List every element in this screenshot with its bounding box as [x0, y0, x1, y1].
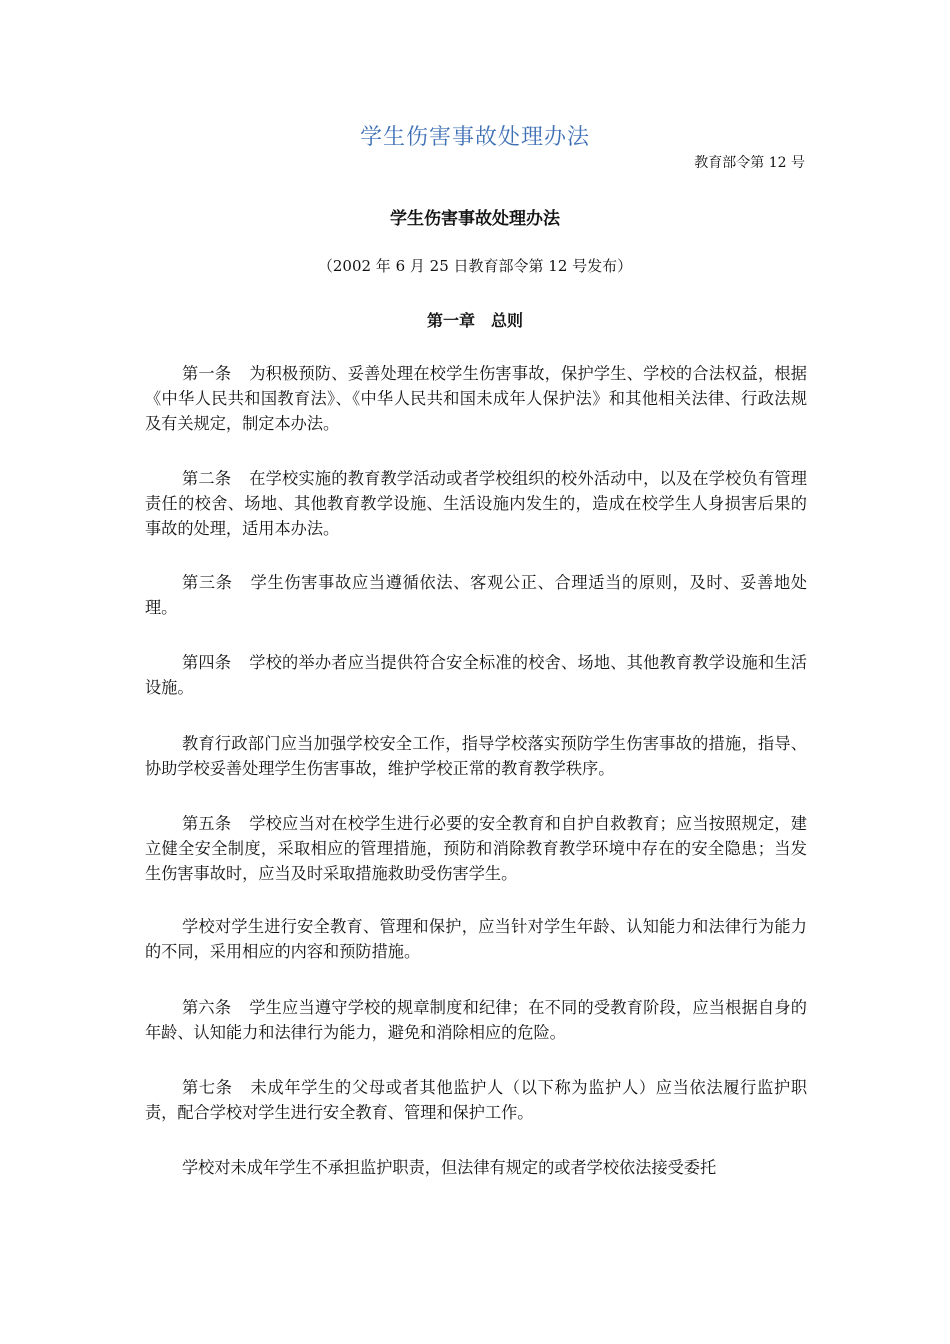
chapter-name: 总则	[491, 311, 524, 330]
paragraph-article-4-continued	[145, 731, 807, 781]
article-label: 第三条	[182, 573, 233, 592]
article-text: 学校的举办者应当提供符合安全标准的校舍、场地、其他教育教学设施和生活设施。	[145, 653, 807, 697]
paragraph-article-7	[145, 1075, 807, 1125]
paragraph-article-5-continued	[145, 914, 807, 964]
article-text: 学生伤害事故应当遵循依法、客观公正、合理适当的原则，及时、妥善地处理。	[145, 573, 808, 617]
article-text: 在学校实施的教育教学活动或者学校组织的校外活动中，以及在学校负有管理责任的校舍、场地、其他教育教学设施、生活设施内发生的，造成在校学生人身损害后果的事故的处理，适用本办法。	[145, 469, 807, 538]
paragraph-article-6	[145, 995, 807, 1045]
law-title: 学生伤害事故处理办法	[390, 209, 560, 229]
article-text: 为积极预防、妥善处理在校学生伤害事故，保护学生、学校的合法权益，根据《中华人民共和国教育法》、《中华人民共和国未成年人保护法》和其他相关法律、行政法规及有关规定，制定本办法。	[145, 364, 807, 433]
paragraph-article-5	[145, 811, 807, 886]
chapter-heading	[0, 308, 950, 331]
article-label: 第六条	[182, 998, 232, 1017]
article-label: 第五条	[182, 814, 232, 833]
article-text: 学校应当对在校学生进行必要的安全教育和自护自救教育；应当按照规定，建立健全安全制度，采取相应的管理措施，预防和消除教育教学环境中存在的安全隐患；当发生伤害事故时，应当及时采取措施救助受伤害学生。	[145, 814, 807, 883]
paragraph-article-7-continued	[145, 1155, 807, 1180]
document-header-title: 学生伤害事故处理办法	[359, 125, 590, 150]
paragraph-text: 教育行政部门应当加强学校安全工作，指导学校落实预防学生伤害事故的措施，指导、协助学校妥善处理学生伤害事故，维护学校正常的教育教学秩序。	[145, 734, 807, 778]
paragraph-article-2	[145, 466, 807, 541]
order-number: 教育部令第 12 号	[694, 155, 805, 171]
paragraph-text: 学校对未成年学生不承担监护职责，但法律有规定的或者学校依法接受委托	[182, 1158, 717, 1177]
publish-note: （2002 年 6 月 25 日教育部令第 12 号发布）	[317, 257, 633, 275]
article-label: 第一条	[182, 364, 232, 383]
paragraph-article-1	[145, 361, 807, 436]
paragraph-article-4	[145, 650, 807, 700]
article-label: 第二条	[182, 469, 232, 488]
chapter-number: 第一章	[426, 311, 475, 330]
article-text: 学生应当遵守学校的规章制度和纪律；在不同的受教育阶段，应当根据自身的年龄、认知能力和法律行为能力，避免和消除相应的危险。	[145, 998, 807, 1042]
article-label: 第四条	[182, 653, 232, 672]
paragraph-text: 学校对学生进行安全教育、管理和保护，应当针对学生年龄、认知能力和法律行为能力的不同，采用相应的内容和预防措施。	[145, 917, 807, 961]
paragraph-article-3	[145, 570, 807, 620]
article-text: 未成年学生的父母或者其他监护人（以下称为监护人）应当依法履行监护职责，配合学校对学生进行安全教育、管理和保护工作。	[145, 1078, 808, 1122]
article-label: 第七条	[182, 1078, 233, 1097]
